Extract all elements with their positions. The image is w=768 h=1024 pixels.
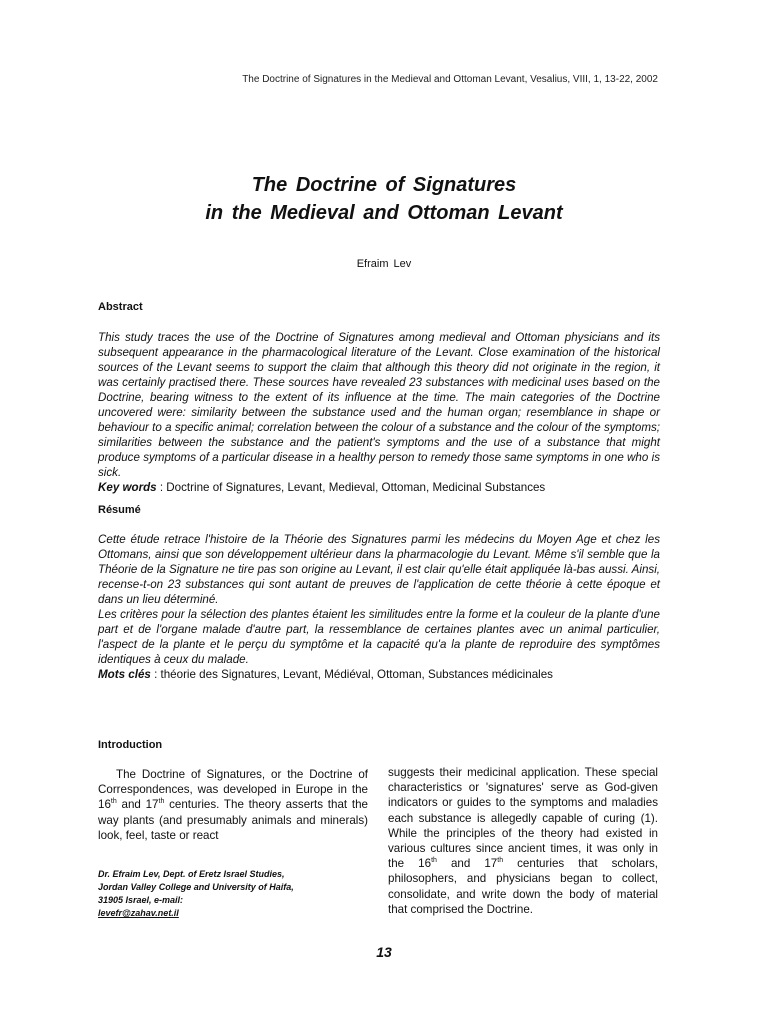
affiliation-address: 31905 Israel, e-mail: <box>98 895 184 905</box>
affiliation-line-2: Jordan Valley College and University of Haifa, <box>98 882 294 892</box>
email-link[interactable]: levefr@zahav.net.il <box>98 908 179 918</box>
resume-heading: Résumé <box>98 504 141 516</box>
page-number: 13 <box>376 944 392 960</box>
resume-body <box>98 532 660 682</box>
superscript-th: th <box>497 857 504 865</box>
intro-right-text-a: suggests their medicinal application. These special characteristics or 'signatures' serve as God-given indicators or guides to the symptoms and maladies each substance is allegedly capable of curing (1). While the principles of the theory had existed in various cultures since ancient times, it was only in the 16 <box>388 766 658 871</box>
introduction-right-column <box>388 765 658 917</box>
superscript-th: th <box>158 798 165 806</box>
title-line-1: The Doctrine of Signatures <box>251 174 517 196</box>
intro-left-text-b: and 17 <box>116 798 159 812</box>
resume-keywords <box>98 667 660 682</box>
resume-text-2: Les critères pour la sélection des plantes étaient les similitudes entre la forme et la couleur de la plante d'une part et de l'organe malade d'autre part, la ressemblance de certaines plantes avec un animal particulier, l'aspect de la plante et le perçu du symptôme et la capacité qu'a la plante de reproduire des symptômes identiques à ceux du malade. <box>98 608 660 666</box>
author-affiliation <box>98 868 378 920</box>
mots-cles-label: Mots clés <box>98 668 151 681</box>
title-line-2: in the Medieval and Ottoman Levant <box>205 202 563 224</box>
abstract-text: This study traces the use of the Doctrine of Signatures among medieval and Ottoman physicians and its subsequent appearance in the pharmacological literature of the Levant. Close examination of the historical sources of the Levant seems to support the claim that although this theory did not originate in the region, it was certainly practised there. These sources have revealed 23 substances with medicinal uses based on the Doctrine, bearing witness to the extent of its influence at the time. The main categories of the Doctrine uncovered were: similarity between the substance used and the human organ; resemblance in shape or behaviour to a specific animal; correlation between the colour of a substance and the colour of the symptoms; similarities between the substance and the patient's symptoms and the use of a substance that might produce symptoms of a particular disease in a healthy person to remedy those same symptoms in one who is sick. <box>98 331 660 479</box>
resume-text-1: Cette étude retrace l'histoire de la Théorie des Signatures parmi les médecins du Moyen Age et chez les Ottomans, ainsi que son développement ultérieur dans la pharmacologie du Levant. Même s'il semble que la Théorie de la Signature ne tire pas son origine au Levant, il est clair qu'elle était appliquée là-bas aussi. Ainsi, recense-t-on 23 substances qui sont autant de preuves de l'application de cette théorie à cette époque et dans un lieu déterminé. <box>98 533 660 606</box>
intro-left-text-c: centuries. The theory asserts that the way plants (and presumably animals and minerals) look, feel, taste or react <box>98 798 368 842</box>
running-head: The Doctrine of Signatures in the Medieval and Ottoman Levant, Vesalius, VIII, 1, 13-22, 2002 <box>242 74 658 85</box>
abstract-body <box>98 330 660 495</box>
affiliation-line-3 <box>98 894 378 920</box>
superscript-th: th <box>110 798 117 806</box>
keywords-label: Key words <box>98 481 157 494</box>
mots-cles-list: : théorie des Signatures, Levant, Médiéval, Ottoman, Substances médicinales <box>150 668 553 681</box>
introduction-paragraph-right <box>388 765 658 917</box>
introduction-heading: Introduction <box>98 739 163 751</box>
intro-left-text-a: The Doctrine of Signatures, or the Doctrine of Correspondences, was developed in Europe in the 16 <box>98 768 368 812</box>
affiliation-line-1: Dr. Efraim Lev, Dept. of Eretz Israel Studies, <box>98 869 285 879</box>
abstract-keywords <box>98 480 660 495</box>
intro-right-text-c: centuries that scholars, philosophers, and physicians began to collect, consolidate, and write down the body of material that comprised the Doctrine. <box>388 857 659 916</box>
intro-right-text-b: and 17 <box>436 857 498 871</box>
abstract-heading: Abstract <box>98 301 143 313</box>
introduction-paragraph-left <box>98 767 368 843</box>
introduction-left-column <box>98 767 368 843</box>
superscript-th: th <box>431 857 437 865</box>
paper-title <box>0 171 768 227</box>
author-name: Efraim Lev <box>356 258 412 270</box>
keywords-list: : Doctrine of Signatures, Levant, Medieval, Ottoman, Medicinal Substances <box>156 481 546 494</box>
